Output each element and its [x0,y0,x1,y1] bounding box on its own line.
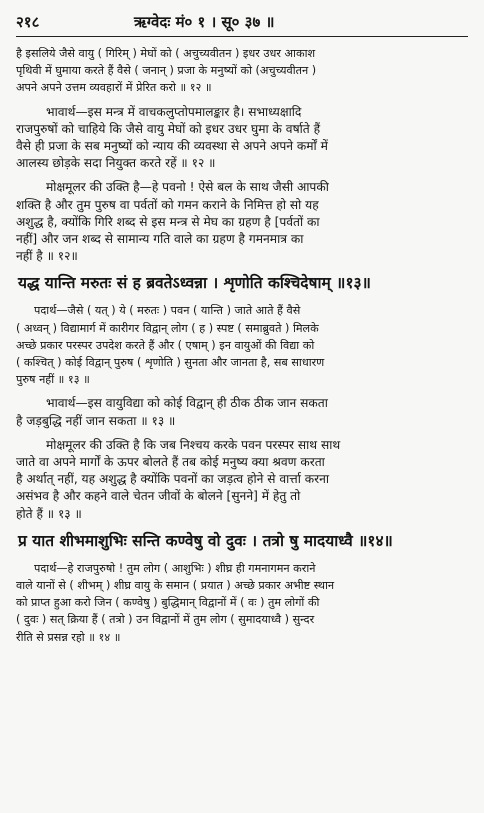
text-line: शक्ति है और तुम पुरुष वा पर्वतों को गमन कराने के निमित्त हो सो यह [16,197,319,212]
text-line: मोक्षमूलर की उक्ति है कि जब निश्चय करके पवन परस्पर साथ साथ [46,437,341,452]
text-line: भावार्थ—इस मन्त्र में वाचकलुप्तोपमालङ्कार है। सभाध्यक्षादि [46,104,302,119]
page [16,10,468,653]
mokshamular-13 [16,437,468,523]
text-line: है अर्थात् नहीं, यह अशुद्ध है क्योंकि पवनों का जड़त्व होने से वार्त्ता करना [16,472,330,487]
page-header [16,10,468,37]
text-line: पदार्थ—हे राजपुरुषो ! तुम लोग ( आशुभिः ) शीघ्र ही गमनागमन कराने [34,561,316,575]
text-line: रीति से प्रसन्न रहो ॥ १४ ॥ [16,630,121,644]
text-line: अच्छे प्रकार परस्पर उपदेश करते हैं और ( एषाम् ) इन वायुओं की विद्या को [16,338,315,352]
mantra-13: यद्ध यान्ति मरुतः सं ह ब्रवतेऽध्वन्ना । शृणोति कश्चिदेषाम् ॥१३॥ [18,273,371,293]
continued-paragraph [16,45,468,97]
page-number: २१८ [16,13,40,31]
text-line: वैसे ही प्रजा के सब मनुष्यों को न्याय की व्यवस्था से अपने अपने कर्मों में [16,139,328,154]
text-line: ( दुवः ) सत् क्रिया हैं ( तत्रो ) उन विद्वानों में तुम लोग ( सुमादयाध्वै ) सुन्दर [16,613,315,627]
bhavartha-13 [16,395,468,429]
text-line: अपने अपने उत्तम व्यवहारों में प्रेरित करो ॥ १२ ॥ [16,81,212,95]
text-line: मोक्षमूलर की उक्ति है—हे पवनो ! ऐसे बल के साथ जैसी आपकी [46,180,329,195]
text-line: अशुद्ध है, क्योंकि गिरि शब्द से इस मन्त्र से मेघ का ग्रहण है [पर्वतों का [16,214,320,229]
text-line: पृथिवी में घुमाया करते हैं वैसे ( जनान् ) प्रजा के मनुष्यों को (अचुच्यवीतन ) [16,64,317,78]
text-line: पुरुष नहीं ॥ १३ ॥ [16,373,90,387]
bhavartha-12 [16,104,468,173]
text-line: वाले यानों से ( शीभम् ) शीघ्र वायु के समान ( प्रयात ) अच्छे प्रकार अभीष्ट स्थान [16,579,335,593]
text-line: होते हैं ॥ १३ ॥ [16,506,82,521]
text-line: पदार्थ—जैसे ( यत् ) ये ( मरुतः ) पवन ( यान्ति ) जाते आते हैं वैसे [34,304,301,318]
padartha-14 [16,560,468,646]
text-line: भावार्थ—इस वायुविद्या को कोई विद्वान् ही ठीक ठीक जान सकता [46,396,328,411]
mokshamular-12 [16,179,468,265]
text-line: राजपुरुषों को चाहिये कि जैसे वायु मेघों को इधर उधर घुमा के वर्षाते हैं [16,121,321,136]
text-line: असंभव है और कहने वाले चेतन जीवों के बोलने [सुनने] में हेतु तो [16,489,301,504]
mantra-14: प्र यात शीभमाशुभिः सन्ति कण्वेषु वो दुवः । तत्रो षु मादयाध्वै ॥१४॥ [18,530,393,550]
text-line: को प्राप्त हुआ करो जिन ( कण्वेषु ) बुद्धिमान् विद्वानों में ( वः ) तुम लोगों की [16,596,320,610]
text-line: जाते वा अपने मार्गों के ऊपर बोलते हैं तब कोई मनुष्य क्या श्रवण करता [16,455,325,470]
text-line: आलस्य छोड़के सदा नियुक्त करते रहें ॥ १२ ॥ [16,156,216,171]
padartha-13 [16,302,468,388]
text-line: है जड़बुद्धि नहीं जान सकता ॥ १३ ॥ [16,413,176,428]
text-line: है इसलिये जैसे वायु ( गिरिम् ) मेघों को ( अचुच्यवीतन ) इधर उधर आकाश [16,47,316,60]
text-line: नहीं है ॥ १२॥ [16,249,78,264]
running-title: ऋग्वेदः मं० १ । सू० ३७ ॥ [134,13,275,31]
text-line: ( कश्चित् ) कोई विद्वान् पुरुष ( शृणोति ) सुनता और जानता है, सब साधारण [16,356,325,370]
text-line: नहीं] और जन शब्द से सामान्य गति वाले का ग्रहण है गमनमात्र का [16,232,304,247]
text-line: ( अध्वन् ) विद्यामार्ग में कारीगर विद्वान् लोग ( ह ) स्पष्ट ( समाब्रुवते ) मिलके [16,321,319,335]
